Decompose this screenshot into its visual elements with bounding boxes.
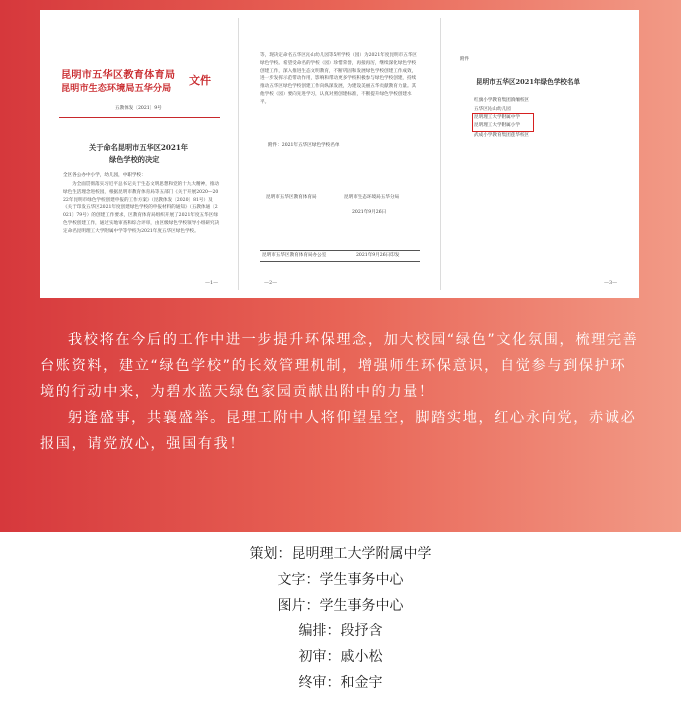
page-number: —1—	[205, 280, 219, 286]
school-list-item: 五华区沁山幼儿园	[474, 107, 511, 112]
doc-number: 五教体发〔2021〕9号	[115, 106, 162, 111]
red-divider	[59, 117, 220, 118]
school-list-item: 武成小学教育集团莲华校区	[474, 133, 530, 138]
document-page-2	[244, 14, 433, 293]
doc-attachment-line: 附件：2021年五华区绿色学校名单	[268, 143, 340, 148]
school-list-item: 红旗小学教育集团滇缅校区	[474, 98, 530, 103]
doc-body-text: 等，现决定命名五华区沁山幼儿园等5所学校（园）为2021年度昆明市五华区绿色学校。希望受命名的学校（园）珍惜荣誉，再接再厉，继续深化绿色学校创建工作，深入推进生态文明教育，不断巩固和发展绿色学校创建工作成效，进一步发挥示范带动作用，影响和带动更多学校积极参与绿色学校创建，持续推动五华区绿色学校创建工作向纵深发展，为建设美丽五华贡献教育力量。其他学校（园）要向先进学习，认真对照创建标准，不断提升绿色学校创建水平。	[260, 53, 418, 105]
credit-final-review: 终审：和金宇	[298, 674, 383, 691]
doc-title-line-1: 关于命名昆明市五华区2021年	[89, 143, 189, 152]
doc-header-line-2: 昆明市生态环境局五华分局	[61, 83, 172, 94]
attachment-label: 附件	[460, 57, 470, 62]
credit-first-review: 初审：戚小松	[298, 649, 383, 666]
credit-layout: 编排：段抒含	[298, 623, 383, 640]
document-page-1	[45, 14, 232, 293]
page-divider	[238, 18, 239, 290]
school-list-item: 昆明理工大学附属中学	[474, 115, 520, 120]
page-number: —2—	[264, 280, 278, 286]
doc-header-line-1: 昆明市五华区教育体育局	[61, 69, 176, 81]
doc-title-line-2: 绿色学校的决定	[109, 155, 160, 164]
credit-text: 文字：学生事务中心	[277, 571, 404, 588]
footer-rule-bottom	[260, 261, 420, 262]
doc-footer-right: 2021年9月26日印发	[356, 253, 400, 258]
credit-photos: 图片：学生事务中心	[277, 597, 404, 614]
doc-signature-right: 昆明市生态环境局五华分局	[344, 195, 400, 200]
document-scan-panel	[40, 10, 639, 298]
article-body	[40, 327, 640, 457]
page-divider	[440, 18, 441, 290]
credits-block	[0, 542, 681, 697]
doc-signature-left: 昆明市五华区教育体育局	[266, 195, 317, 200]
article-paragraph: 躬逢盛事，共襄盛举。昆理工附中人将仰望星空，脚踏实地，红心永向党，赤诚必报国，请党放心，强国有我！	[40, 410, 637, 452]
credit-planning: 策划：昆明理工大学附属中学	[249, 546, 432, 562]
doc-header-suffix: 文件	[189, 74, 211, 87]
article-paragraph: 我校将在今后的工作中进一步提升环保理念，加大校园“绿色”文化氛围，梳理完善台账资料，建立“绿色学校”的长效管理机制，增强师生环保意识，自觉参与到保护环境的行动中来，为碧水蓝天绿色家园贡献出附中的力量！	[40, 332, 639, 400]
school-list-title: 昆明市五华区2021年绿色学校名单	[476, 78, 581, 86]
doc-footer-left: 昆明市五华区教育体育局办公室	[262, 253, 327, 258]
page-number: —3—	[604, 280, 618, 286]
doc-body-text: 为全面贯彻落实习近平总书记关于生态文明思想和党的十九大精神，推动绿色生活理念进校园，根据昆明市教育体育局等五部门《关于开展2020—2022年昆明市绿色学校创建申报的工作方案》（昆教体发〔2020〕81号）及《关于印发五华区2021年度创建绿色学校的申报材料的通知》（五教体通〔2021〕79号）的创建工作要求，区教育体育局组织开展了2021年度五华区绿色学校创建工作，通过实地审查和综合评审，由区级绿色学校领导小组研究决定命名昆明理工大学附属中学等学校为2021年度五华区绿色学校。	[63, 182, 220, 234]
doc-addressee: 全区各公办中小学，幼儿园，中职学校：	[63, 173, 146, 178]
doc-date: 2021年9月26日	[352, 210, 387, 215]
document-page-3	[446, 14, 634, 293]
school-list-item: 昆明理工大学附属小学	[474, 123, 520, 128]
footer-rule-top	[260, 250, 420, 251]
